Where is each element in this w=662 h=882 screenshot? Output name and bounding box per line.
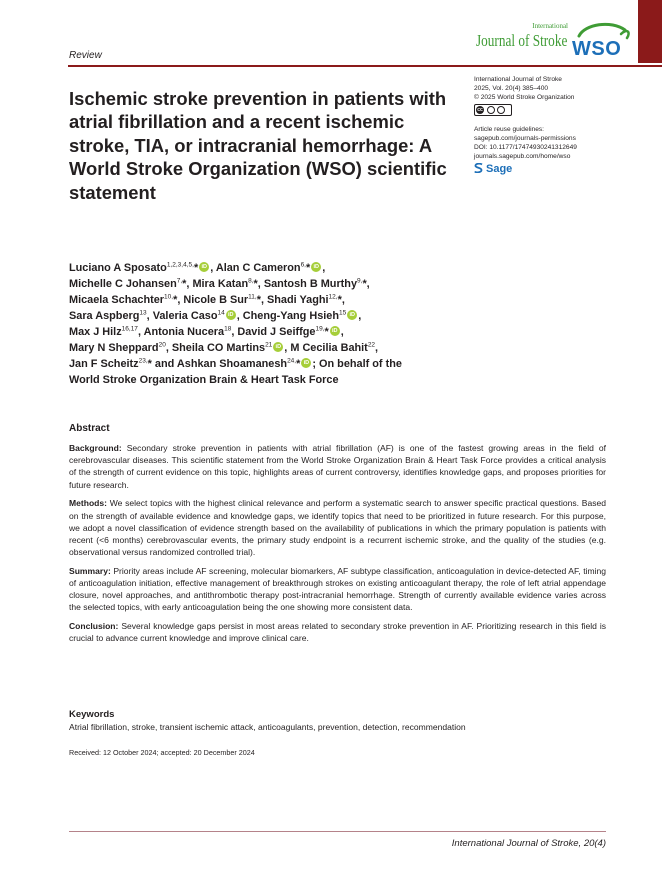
author-text: Micaela Schachter	[69, 294, 165, 306]
author-text: *	[324, 326, 329, 338]
article-title: Ischemic stroke prevention in patients with atrial fibrillation and a recent ischemic stroke, TIA, or intracranial hemorrhage: A World Stroke Organization (WSO) scientific statement	[69, 88, 447, 203]
affiliation-superscript: 11,	[248, 293, 257, 301]
abstract-summary: Summary: Priority areas include AF screening, molecular biomarkers, AF subtype classification, anticoagulation in device-detected AF, timing of anticoagulation initiation, effective management of breakthrough strokes on existing anticoagulant therapy, the role of left atrial appendage closure, novel approaches, and antithrombotic therapy post-intracranial hemorrhage. Strength of currently available evidence varies across the selected topics, with early anticoagulation being the one showing more consistent data.	[69, 565, 606, 613]
meta-volume: 2025, Vol. 20(4) 385–400	[474, 85, 549, 92]
author-text: *	[296, 358, 301, 370]
logo-international-text: International	[532, 22, 568, 30]
affiliation-superscript: 24,	[287, 357, 297, 365]
author-text: ,	[375, 342, 379, 354]
author-line	[69, 292, 509, 308]
orcid-icon[interactable]	[226, 310, 236, 320]
affiliation-superscript: 15	[339, 309, 347, 317]
author-text: ; On behalf of the	[312, 358, 402, 370]
affiliation-superscript: 20	[158, 341, 166, 349]
abstract-methods: Methods: We select topics with the highest clinical relevance and perform a systematic search to answer specific practical questions. Based on the strength of available evidence and knowledge gaps, we identify topics that need to be prioritized in future research. For this purpose, we adopt a novel classification of evidence strength based on the availability of publications in which the primary population is patients with recent (<6 months) cerebrovascular events, the primary study endpoint is a recurrent ischemic stroke, and the quality of the studies (e.g. observational versus randomized controlled trial).	[69, 498, 606, 558]
author-line	[69, 356, 509, 372]
affiliation-superscript: 22	[367, 341, 376, 349]
meta-doi[interactable]: DOI: 10.1177/17474930241312649	[474, 144, 577, 151]
author-text: *,	[337, 294, 345, 306]
author-line	[69, 276, 509, 292]
orcid-icon[interactable]	[311, 262, 321, 272]
section-label: Review	[69, 50, 102, 61]
author-line	[69, 340, 509, 356]
logo-journal-name: Journal of Stroke	[476, 31, 568, 50]
creative-commons-icon: cc	[474, 104, 512, 116]
keywords-heading: Keywords	[69, 709, 115, 720]
orcid-icon[interactable]	[347, 310, 357, 320]
author-text: , Alan C Cameron	[210, 262, 301, 274]
affiliation-superscript: 1,2,3,4,5,	[166, 261, 194, 269]
author-text: Max J Hilz	[69, 326, 122, 338]
page-footer: International Journal of Stroke, 20(4)	[451, 838, 606, 849]
author-line	[69, 308, 509, 324]
author-text: Mary N Sheppard	[69, 342, 159, 354]
orcid-icon[interactable]	[199, 262, 209, 272]
meta-reuse-label: Article reuse guidelines:	[474, 126, 545, 133]
author-text: *, Shadi Yaghi	[256, 294, 329, 306]
author-text: *,	[362, 278, 370, 290]
affiliation-superscript: 10,	[164, 293, 174, 301]
author-text: *	[305, 262, 311, 274]
affiliation-superscript: 16,17	[121, 325, 138, 333]
affiliation-superscript: 19,	[315, 325, 325, 333]
author-text: Luciano A Sposato	[69, 262, 167, 274]
affiliation-superscript: 8,	[248, 277, 254, 285]
meta-copyright: © 2025 World Stroke Organization	[474, 94, 575, 101]
author-text: ,	[322, 262, 326, 274]
author-text: ,	[340, 326, 344, 338]
author-text: , David J Seiffge	[231, 326, 316, 338]
publisher-name: Sage	[486, 163, 513, 175]
abstract-body	[69, 442, 606, 651]
abstract-heading: Abstract	[69, 423, 110, 434]
author-text: *, Nicole B Sur	[173, 294, 249, 306]
author-line	[69, 324, 509, 340]
author-text: , Valeria Caso	[146, 310, 218, 322]
orcid-icon[interactable]	[273, 342, 283, 352]
logo-wso-text: WSO	[572, 38, 622, 60]
author-text: *, Santosh B Murthy	[253, 278, 358, 290]
author-text: , Antonia Nucera	[137, 326, 225, 338]
footer-rule	[69, 831, 606, 832]
author-text: *	[193, 262, 199, 274]
author-text: , Sheila CO Martins	[165, 342, 266, 354]
affiliation-superscript: 12,	[328, 293, 338, 301]
author-text: , Cheng-Yang Hsieh	[236, 310, 339, 322]
meta-journal: International Journal of Stroke	[474, 76, 562, 83]
meta-reuse-link[interactable]: sagepub.com/journals-permissions	[474, 135, 576, 142]
author-text: Jan F Scheitz	[69, 358, 139, 370]
orcid-icon[interactable]	[330, 326, 340, 336]
abstract-conclusion: Conclusion: Several knowledge gaps persist in most areas related to secondary stroke prevention in AF. Prioritizing research in this field is crucial to advance current knowledge and improve clinical care.	[69, 621, 607, 644]
header-rule	[68, 65, 662, 67]
affiliation-superscript: 6,	[300, 261, 306, 269]
author-text: , M Cecilia Bahit	[284, 342, 368, 354]
author-text: ,	[358, 310, 362, 322]
journal-logo[interactable]	[476, 22, 636, 62]
affiliation-superscript: 18	[224, 325, 232, 333]
author-line	[69, 260, 509, 276]
affiliation-superscript: 23,	[138, 357, 148, 365]
author-text: *, Mira Katan	[182, 278, 249, 290]
author-text: Sara Aspberg	[69, 310, 140, 322]
author-text: World Stroke Organization Brain & Heart Task Force	[69, 374, 339, 386]
affiliation-superscript: 13	[139, 309, 147, 317]
header-accent-bar	[638, 0, 662, 63]
author-list	[69, 260, 509, 388]
affiliation-superscript: 7,	[176, 277, 183, 285]
received-dates: Received: 12 October 2024; accepted: 20 December 2024	[69, 748, 255, 757]
affiliation-superscript: 14	[217, 309, 225, 317]
article-meta	[474, 75, 644, 161]
sage-s-icon	[474, 163, 483, 173]
meta-home-link[interactable]: journals.sagepub.com/home/wso	[474, 153, 571, 160]
author-line	[69, 372, 509, 388]
author-text: Michelle C Johansen	[69, 278, 177, 290]
abstract-background: Background: Secondary stroke prevention in patients with atrial fibrillation (AF) is one of the fastest growing areas in the field of cerebrovascular diseases. This scientific statement from the World Stroke Organization Brain & Heart Task Force provides a critical analysis of the strength of current evidence on this topic, highlights areas of current controversy, identifies knowledge gaps, and proposes priorities for future research.	[69, 443, 606, 490]
publisher-logo[interactable]	[474, 162, 512, 175]
affiliation-superscript: 9,	[357, 277, 363, 285]
affiliation-superscript: 21	[265, 341, 273, 349]
orcid-icon[interactable]	[301, 358, 311, 368]
author-text: * and Ashkan Shoamanesh	[147, 358, 288, 370]
keywords-list: Atrial fibrillation, stroke, transient ischemic attack, anticoagulants, prevention, detection, recommendation	[69, 722, 466, 732]
